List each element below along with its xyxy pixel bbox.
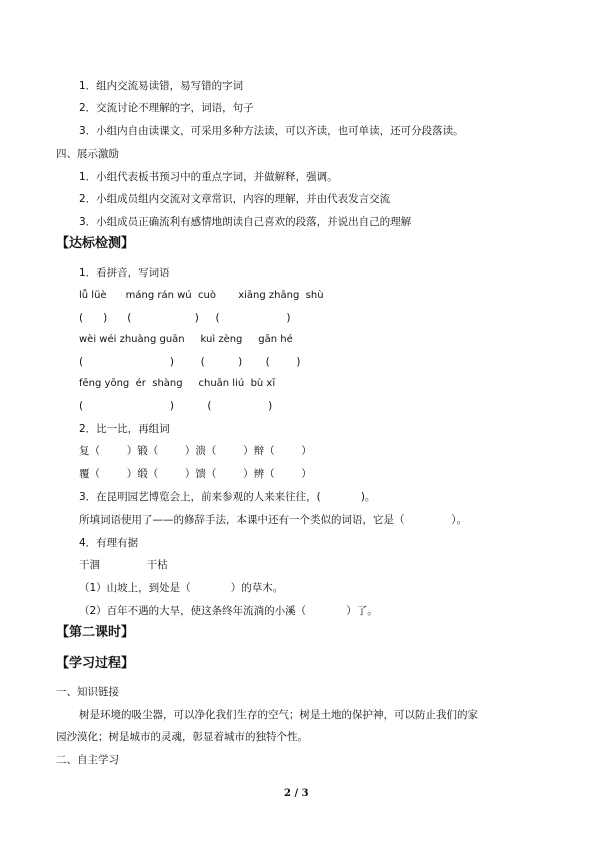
text-line-20: 所填词语使用了——的修辞手法，本课中还有一个类似的词语，它是（ ）。 <box>79 514 467 526</box>
text-line-5: 1．小组代表板书预习中的重点字词，并做解释，强调。 <box>79 171 338 183</box>
heading-assessment: 【达标检测】 <box>56 236 135 251</box>
compare-row-2: 覆（ ）缎（ ）馈（ ）辨（ ） <box>79 468 312 480</box>
pinyin-line-3: fēng yōng ér shàng chuān liú bù xī <box>79 378 276 389</box>
text-line-9: 1．看拼音，写词语 <box>79 267 170 279</box>
paragraph-line-1: 树是环境的吸尘器，可以净化我们生存的空气；树是土地的保护神，可以防止我们的家 <box>79 709 478 721</box>
text-line-7: 3．小组成员正确流利有感情地朗读自己喜欢的段落，并说出自己的理解 <box>79 216 412 228</box>
page-number: 2 / 3 <box>284 788 309 799</box>
word-choices: 干涸 干枯 <box>79 559 168 571</box>
compare-row-1: 复（ ）锻（ ）溃（ ）辩（ ） <box>79 445 312 457</box>
text-line-3: 3．小组内自由读课文，可采用多种方法读，可以齐读，也可单读，还可分段落读。 <box>79 125 464 137</box>
blank-line-3: ( ) ( ) <box>79 400 273 412</box>
text-line-24: （2）百年不遇的大旱，使这条终年流淌的小溪（ ）了。 <box>79 605 378 617</box>
paragraph-line-2: 园沙漠化；树是城市的灵魂，彰显着城市的独特个性。 <box>56 731 308 743</box>
text-line-2: 2．交流讨论不理解的字，词语，句子 <box>79 102 254 114</box>
section-heading-4: 四、展示激励 <box>56 148 119 160</box>
heading-learning-process: 【学习过程】 <box>56 656 135 671</box>
text-line-16: 2．比一比，再组词 <box>79 423 170 435</box>
text-line-23: （1）山坡上，到处是（ ）的草木。 <box>79 582 284 594</box>
heading-second-lesson: 【第二课时】 <box>56 625 135 640</box>
text-line-21: 4．有理有据 <box>79 537 139 549</box>
blank-line-2: ( ) ( ) ( ) <box>79 356 301 368</box>
blank-line-1: ( ) ( ) ( ) <box>79 312 291 324</box>
section-heading-knowledge: 一、知识链接 <box>56 686 119 698</box>
text-line-6: 2．小组成员组内交流对文章常识，内容的理解，并由代表发言交流 <box>79 193 391 205</box>
text-line-19: 3．在昆明园艺博览会上，前来参观的人来来往往，( )。 <box>79 491 376 503</box>
section-heading-self-study: 二、自主学习 <box>56 754 119 766</box>
text-line-1: 1．组内交流易读错，易写错的字词 <box>79 80 244 92</box>
pinyin-line-2: wèi wéi zhuàng guān kuì zèng gān hé <box>79 334 293 345</box>
pinyin-line-1: lǚ lüè máng rán wú cuò xiāng zhāng shù <box>79 290 324 301</box>
